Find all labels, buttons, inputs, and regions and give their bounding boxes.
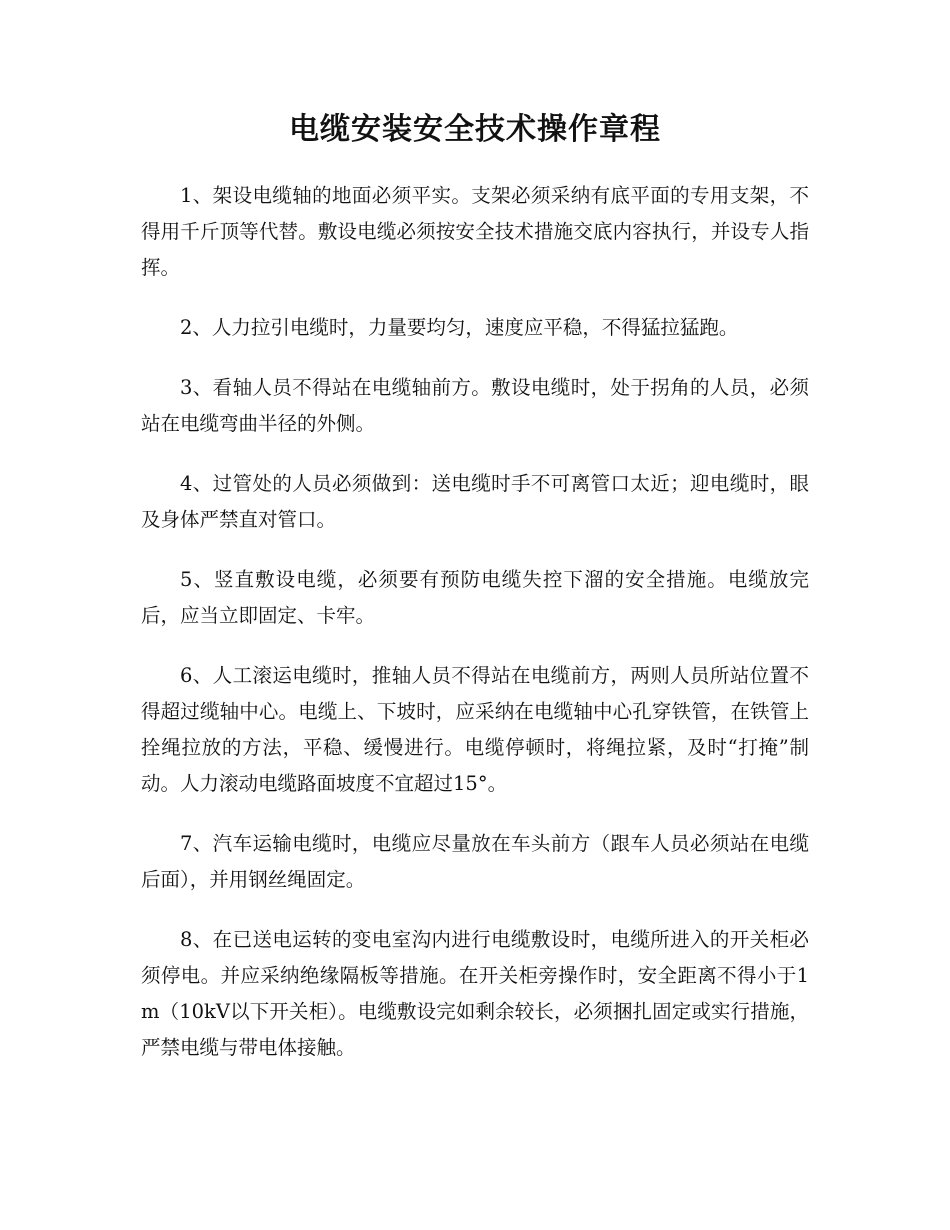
clause-6: 6、人工滚运电缆时，推轴人员不得站在电缆前方，两则人员所站位置不得超过缆轴中心。电缆上、下坡时，应采纳在电缆轴中心孔穿铁管，在铁管上拴绳拉放的方法，平稳、缓慢进行。电缆停顿时，将绳拉紧，及时“打掩”制动。人力滚动电缆路面坡度不宜超过15°。 (141, 664, 809, 795)
clause-8: 8、在已送电运转的变电室沟内进行电缆敷设时，电缆所进入的开关柜必须停电。并应采纳绝缘隔板等措施。在开关柜旁操作时，安全距离不得小于1m（10kV以下开关柜）。电缆敷设完如剩余较长，必须捆扎固定或实行措施，严禁电缆与带电体接触。 (141, 928, 809, 1059)
clause-3: 3、看轴人员不得站在电缆轴前方。敷设电缆时，处于拐角的人员，必须站在电缆弯曲半径的外侧。 (141, 376, 809, 435)
clause-5: 5、竖直敷设电缆，必须要有预防电缆失控下溜的安全措施。电缆放完后，应当立即固定、卡牢。 (141, 568, 809, 627)
clause-1: 1、架设电缆轴的地面必须平实。支架必须采纳有底平面的专用支架，不得用千斤顶等代替。敷设电缆必须按安全技术措施交底内容执行，并设专人指挥。 (141, 184, 809, 279)
document-title: 电缆安装安全技术操作章程 (289, 112, 661, 147)
clause-7: 7、汽车运输电缆时，电缆应尽量放在车头前方（跟车人员必须站在电缆后面），并用钢丝绳固定。 (141, 832, 809, 891)
clause-2: 2、人力拉引电缆时，力量要均匀，速度应平稳，不得猛拉猛跑。 (180, 316, 739, 339)
clause-4: 4、过管处的人员必须做到：送电缆时手不可离管口太近；迎电缆时，眼及身体严禁直对管口。 (141, 472, 809, 531)
